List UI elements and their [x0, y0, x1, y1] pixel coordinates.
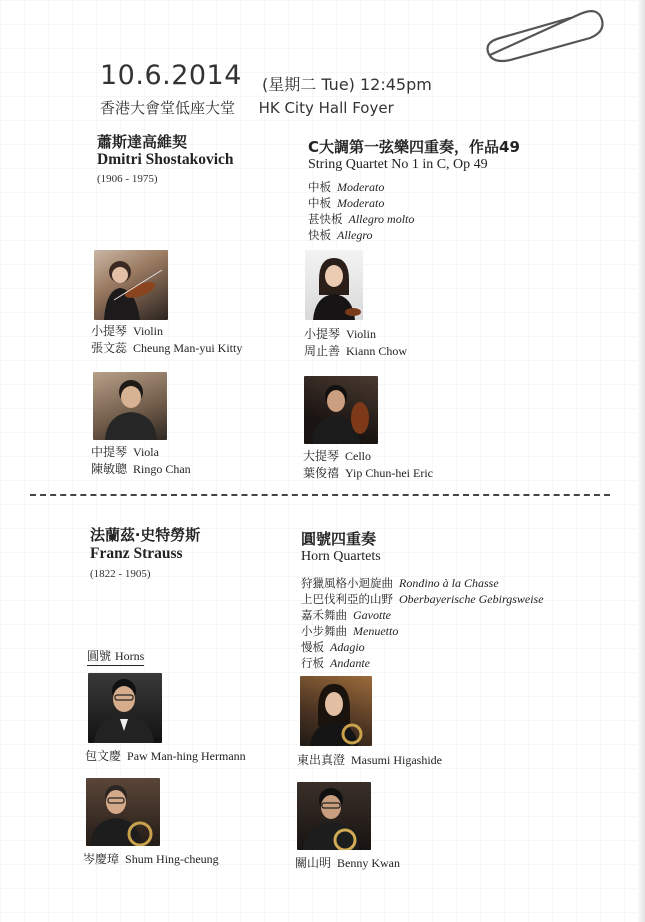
performer-photo-horn3	[86, 778, 160, 846]
performer-photo-horn4	[297, 782, 371, 850]
performer-photo-cello	[304, 376, 378, 444]
horns-label: 圓號 Horns	[87, 647, 144, 666]
movement-item: 快板 Allegro	[308, 228, 373, 242]
performer-photo-horn2	[300, 676, 372, 746]
movement-item: 狩獵風格小迴旋曲 Rondino à la Chasse	[301, 576, 499, 590]
movement-item: 甚快板 Allegro molto	[308, 212, 415, 226]
composer-years: (1906 - 1975)	[97, 173, 158, 185]
movement-list	[308, 179, 414, 243]
movement-item: 中板 Moderato	[308, 196, 385, 210]
performer-photo-horn1	[88, 673, 162, 743]
composer-zh: 法蘭茲‧史特勞斯	[90, 526, 201, 544]
composer-en: Franz Strauss	[90, 545, 183, 562]
paperclip-icon	[470, 0, 610, 70]
work-title-zh: C大調第一弦樂四重奏，作品49	[308, 138, 520, 156]
concert-time: (星期二 Tue) 12:45pm	[262, 75, 432, 94]
movement-item: 中板 Moderato	[308, 180, 385, 194]
movement-item: 慢板 Adagio	[301, 640, 365, 654]
composer-zh: 蕭斯達高維契	[97, 133, 188, 151]
concert-date: 10.6.2014	[100, 60, 242, 91]
performer-caption-violin1: 小提琴 Violin 張文蕊 Cheung Man-yui Kitty	[91, 324, 243, 355]
composer-en: Dmitri Shostakovich	[97, 151, 234, 168]
work-title-zh: 圓號四重奏	[301, 530, 377, 548]
movement-item: 嘉禾舞曲 Gavotte	[301, 608, 391, 622]
section-divider	[30, 494, 610, 496]
work-title-en: Horn Quartets	[301, 549, 381, 564]
performer-caption-violin2: 小提琴 Violin 周止善 Kiann Chow	[304, 327, 408, 358]
performer-caption-horn1: 包文慶 Paw Man-hing Hermann	[85, 749, 246, 763]
movement-list	[301, 575, 544, 671]
performer-caption-horn2: 東出真澄 Masumi Higashide	[297, 753, 443, 767]
composer-years: (1822 - 1905)	[90, 568, 151, 580]
performer-caption-cello: 大提琴 Cello 葉俊禧 Yip Chun-hei Eric	[303, 449, 433, 480]
venue	[100, 97, 394, 118]
performer-caption-horn3: 岑慶璋 Shum Hing-cheung	[83, 852, 219, 866]
performer-caption-horn4: 關山明 Benny Kwan	[295, 856, 401, 870]
movement-item: 小步舞曲 Menuetto	[301, 624, 399, 638]
performer-photo-viola	[93, 372, 167, 440]
performer-photo-violin1	[94, 250, 168, 320]
venue-en: HK City Hall Foyer	[258, 99, 394, 117]
page-edge-shadow	[637, 0, 645, 922]
venue-zh: 香港大會堂低座大堂	[100, 99, 236, 117]
work-title-en: String Quartet No 1 in C, Op 49	[308, 157, 488, 172]
performer-caption-viola: 中提琴 Viola 陳敏聰 Ringo Chan	[91, 445, 191, 476]
movement-item: 上巴伐利亞的山野 Oberbayerische Gebirgsweise	[301, 592, 544, 606]
movement-item: 行板 Andante	[301, 656, 370, 670]
performer-photo-violin2	[305, 250, 363, 320]
